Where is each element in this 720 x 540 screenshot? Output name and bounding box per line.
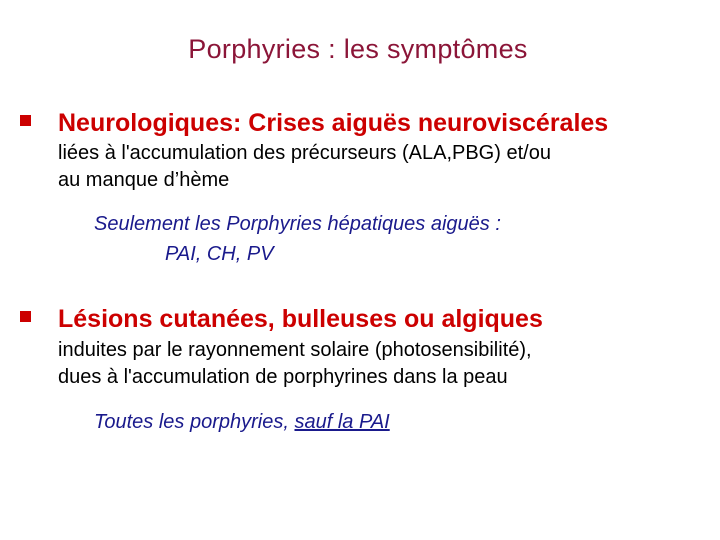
note-toutes-porphyries	[94, 408, 390, 436]
note-porphyries-hepatiques: Seulement les Porphyries hépatiques aiguës :	[94, 213, 501, 235]
note-sauf-pai: sauf la PAI	[294, 411, 390, 433]
square-bullet-icon	[20, 311, 31, 322]
note-prefix: Toutes les porphyries,	[94, 411, 295, 433]
detail-lesions	[58, 337, 532, 391]
bullet-heading-lesions: Lésions cutanées, bulleuses ou algiques	[58, 305, 543, 333]
square-bullet-icon	[20, 115, 31, 126]
detail-line: induites par le rayonnement solaire (photosensibilité),	[58, 339, 532, 361]
detail-line: dues à l'accumulation de porphyrines dans la peau	[58, 366, 508, 388]
detail-line: au manque d’hème	[58, 169, 230, 191]
note-pai-ch-pv: PAI, CH, PV	[165, 243, 274, 265]
detail-neurologiques	[58, 140, 551, 194]
detail-line: liées à l'accumulation des précurseurs (ALA,PBG) et/ou	[58, 142, 551, 164]
bullet-heading-neurologiques: Neurologiques: Crises aiguës neuroviscérales	[58, 109, 609, 137]
slide-title: Porphyries : les symptômes	[188, 34, 528, 64]
